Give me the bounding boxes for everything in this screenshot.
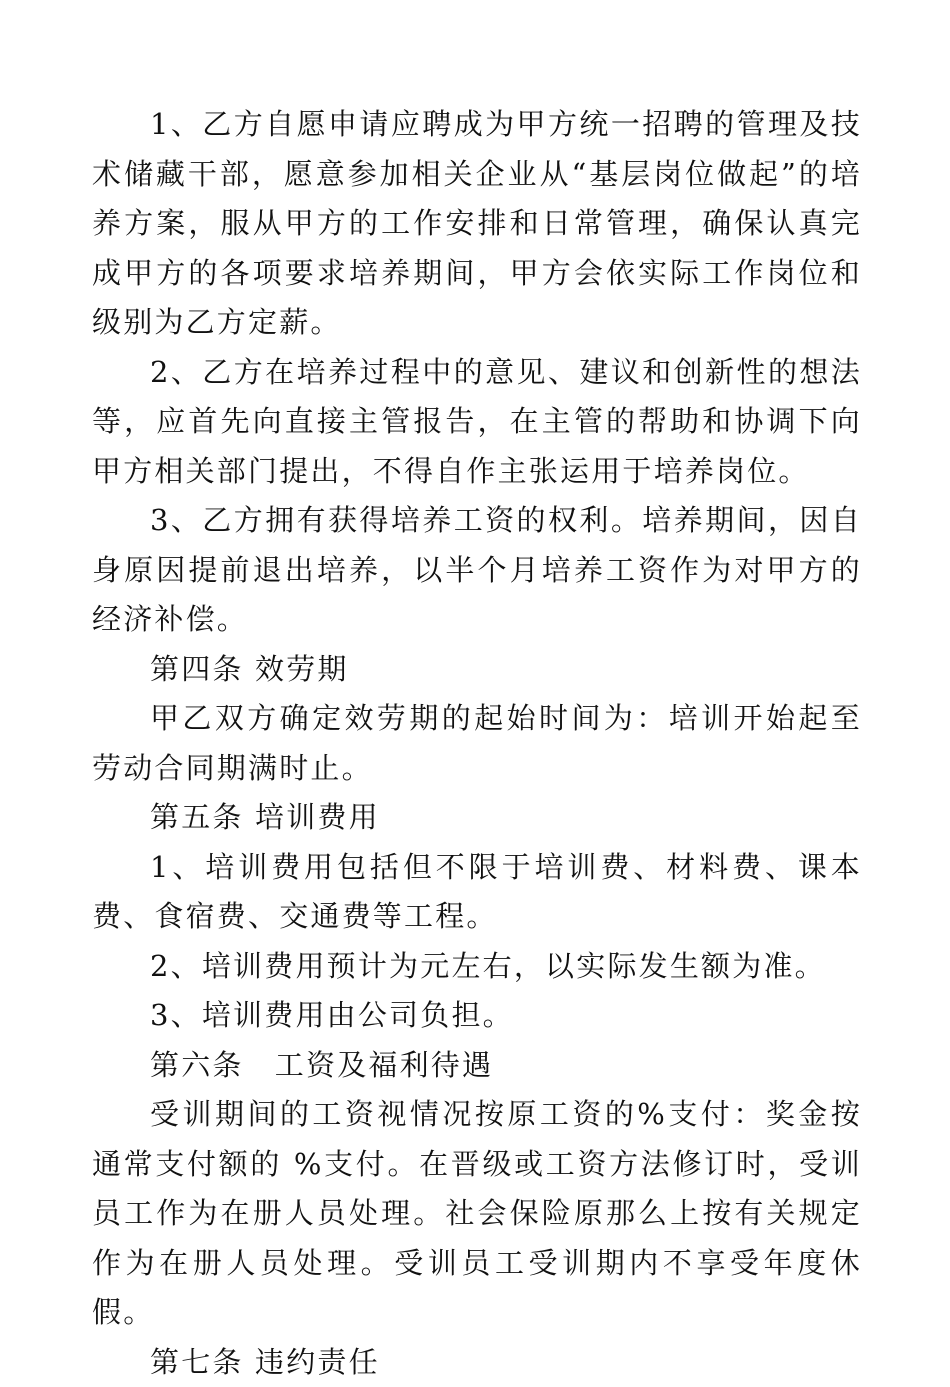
clause-paragraph: 1、培训费用包括但不限于培训费、材料费、课本费、食宿费、交通费等工程。 [92,843,862,942]
clause-paragraph: 1、乙方自愿申请应聘成为甲方统一招聘的管理及技术储藏干部，愿意参加相关企业从“基层岗位做起”的培养方案，服从甲方的工作安排和日常管理，确保认真完成甲方的各项要求培养期间，甲方会依实际工作岗位和级别为乙方定薪。 [92,100,862,348]
article-heading: 第六条 工资及福利待遇 [92,1041,862,1091]
clause-paragraph: 3、培训费用由公司负担。 [92,991,862,1041]
article-heading: 第七条 违约责任 [92,1338,862,1387]
clause-paragraph: 2、乙方在培养过程中的意见、建议和创新性的想法等，应首先向直接主管报告，在主管的帮助和协调下向甲方相关部门提出，不得自作主张运用于培养岗位。 [92,348,862,497]
article-heading: 第五条 培训费用 [92,793,862,843]
clause-paragraph: 甲乙双方确定效劳期的起始时间为：培训开始起至劳动合同期满时止。 [92,694,862,793]
article-heading: 第四条 效劳期 [92,645,862,695]
clause-paragraph: 2、培训费用预计为元左右，以实际发生额为准。 [92,942,862,992]
clause-paragraph: 受训期间的工资视情况按原工资的%支付：奖金按通常支付额的 %支付。在晋级或工资方法修订时，受训员工作为在册人员处理。社会保险原那么上按有关规定作为在册人员处理。受训员工受训期内不享受年度休假。 [92,1090,862,1338]
clause-paragraph: 3、乙方拥有获得培养工资的权利。培养期间，因自身原因提前退出培养，以半个月培养工资作为对甲方的经济补偿。 [92,496,862,645]
document-body [92,100,862,1387]
